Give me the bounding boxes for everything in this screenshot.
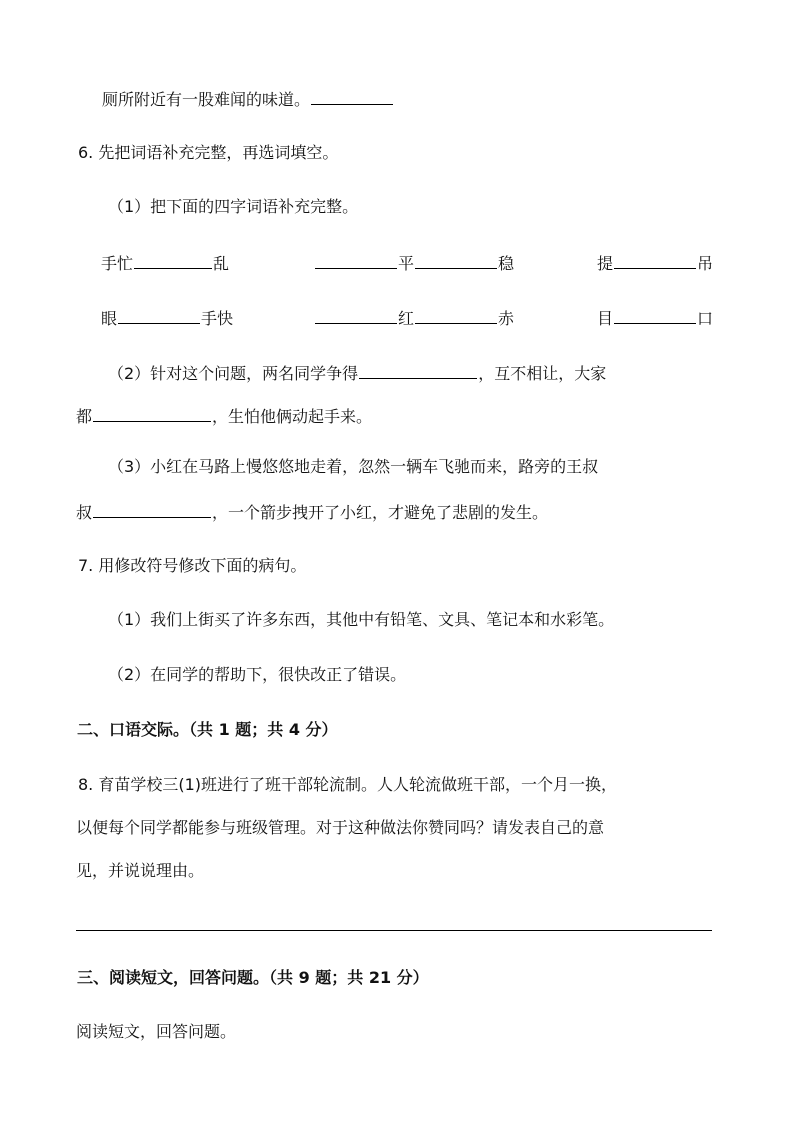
idiom-blank[interactable] [614, 307, 696, 324]
answer-blank[interactable] [359, 362, 477, 379]
idiom-part: 手快 [201, 309, 234, 328]
reading-instruction: 阅读短文，回答问题。 [76, 1022, 237, 1041]
question-7-2: （2）在同学的帮助下，很快改正了错误。 [108, 665, 407, 684]
idiom-part: 稳 [498, 254, 515, 273]
idiom-part: 目 [597, 309, 614, 328]
answer-blank[interactable] [311, 88, 393, 105]
idiom-4 [101, 307, 233, 329]
section-2-heading: 二、口语交际。（共 1 题；共 4 分） [77, 720, 338, 739]
question-6-3-cont [76, 501, 548, 523]
sentence-text: ，互不相让，大家 [478, 364, 607, 383]
answer-blank[interactable] [93, 501, 211, 518]
question-7-1: （1）我们上街买了许多东西，其他中有铅笔、文具、笔记本和水彩笔。 [108, 610, 615, 629]
idiom-1 [101, 252, 229, 274]
answer-line[interactable] [76, 930, 712, 931]
question-6-3: （3）小红在马路上慢悠悠地走着，忽然一辆车飞驰而来，路旁的王叔 [108, 457, 599, 476]
idiom-part: 红 [398, 309, 415, 328]
idiom-3 [597, 252, 713, 274]
sentence-text: 叔 [76, 503, 93, 522]
idiom-part: 眼 [101, 309, 118, 328]
idiom-part: 手忙 [101, 254, 134, 273]
question-8-line-3: 见，并说说理由。 [76, 861, 205, 880]
sentence-text: 都 [76, 407, 93, 426]
question-8-line-1: 8. 育苗学校三(1)班进行了班干部轮流制。人人轮流做班干部，一个月一换， [78, 775, 618, 794]
question-6: 6. 先把词语补充完整，再选词填空。 [78, 143, 339, 162]
idiom-part: 乱 [213, 254, 230, 273]
question-8-line-2: 以便每个同学都能参与班级管理。对于这种做法你赞同吗？请发表自己的意 [76, 818, 605, 837]
idiom-blank[interactable] [415, 307, 497, 324]
sentence-text: （2）针对这个问题，两名同学争得 [108, 364, 359, 383]
idiom-part: 提 [597, 254, 614, 273]
question-6-2-cont [76, 405, 372, 427]
idiom-6 [597, 307, 713, 329]
question-7: 7. 用修改符号修改下面的病句。 [78, 556, 307, 575]
answer-blank[interactable] [93, 405, 211, 422]
idiom-blank[interactable] [415, 252, 497, 269]
sentence-text: ，生怕他俩动起手来。 [212, 407, 373, 426]
question-6-2 [108, 362, 606, 384]
sentence-smell [102, 88, 394, 110]
idiom-blank[interactable] [118, 307, 200, 324]
idiom-blank[interactable] [134, 252, 212, 269]
sentence-text: 厕所附近有一股难闻的味道。 [102, 90, 311, 109]
section-3-heading: 三、阅读短文，回答问题。（共 9 题；共 21 分） [77, 968, 429, 987]
idiom-part: 平 [398, 254, 415, 273]
question-6-1: （1）把下面的四字词语补充完整。 [108, 197, 359, 216]
idiom-part: 吊 [697, 254, 714, 273]
idiom-blank[interactable] [315, 307, 397, 324]
sentence-text: ，一个箭步拽开了小红，才避免了悲剧的发生。 [212, 503, 549, 522]
idiom-blank[interactable] [614, 252, 696, 269]
idiom-part: 赤 [498, 309, 515, 328]
idiom-blank[interactable] [315, 252, 397, 269]
idiom-2 [314, 252, 514, 274]
idiom-5 [314, 307, 514, 329]
idiom-part: 口 [697, 309, 714, 328]
